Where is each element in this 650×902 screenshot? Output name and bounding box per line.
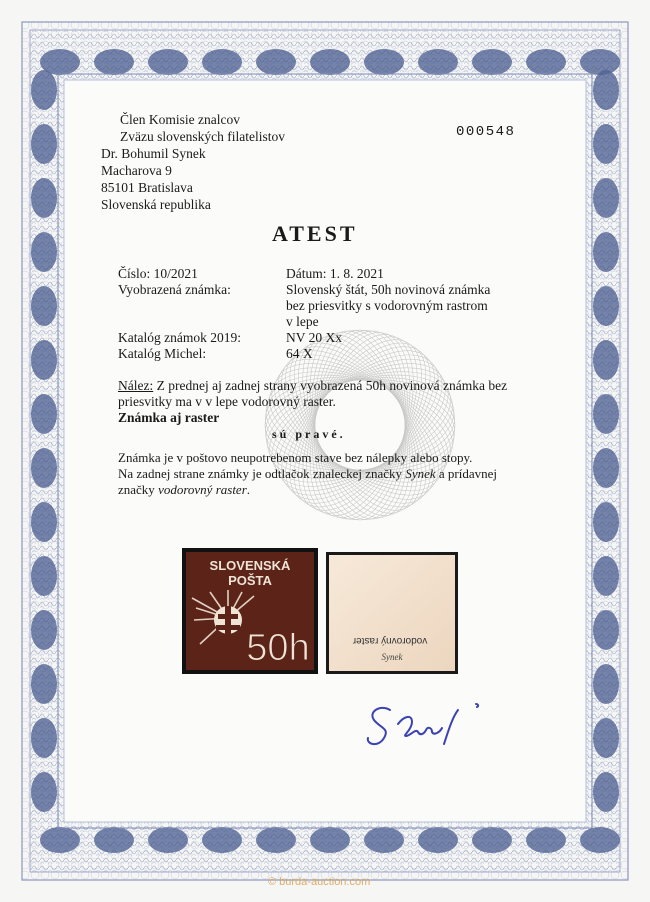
datum-field: Dátum: 1. 8. 2021 [286,266,384,281]
stamp-back-image [326,552,458,674]
vyobrazena-value-2: bez priesvitky s vodorovným rastrom [286,298,488,313]
condition-line-3 [118,482,250,498]
document-title: ATEST [272,221,358,246]
expert-street: Macharova 9 [101,163,172,178]
michel-label: Katalóg Michel: [118,346,207,361]
stamp-country-text: SLOVENSKÁ [209,558,291,573]
finding-subject: Známka aj raster [118,410,220,425]
cislo-field: Číslo: 10/2021 [118,266,198,281]
expert-signature [364,684,534,754]
expert-country: Slovenská republika [101,197,211,212]
condition-line-3-end: . [246,482,251,497]
finding-label: Nález: [118,378,154,393]
stamp-front-image [182,548,318,674]
finding-line-1 [118,378,507,394]
condition-line-2-text: Na zadnej strane známky je odtlačok znaleckej značky [118,466,406,481]
watermark: © burda-auction.com [268,876,371,888]
expert-city: 85101 Bratislava [101,180,193,195]
back-mark-text: vodorovný raster [352,635,428,646]
serial-number: 000548 [456,124,516,140]
raster-mark-text: vodorovný raster [158,482,247,497]
synek-mark-text: Synek [405,466,436,481]
condition-line-2 [118,466,497,482]
stamp-value-text: 50h [246,627,310,669]
certificate-body [64,80,586,822]
vyobrazena-value-3: v lepe [286,314,319,329]
condition-line-2-end: a prídavnej [435,466,497,481]
committee-line-1: Člen Komisie znalcov [120,112,240,127]
condition-line-3-text: značky [118,482,159,497]
condition-line-1: Známka je v poštovo neupotrebenom stave bez nálepky alebo stopy. [118,450,473,465]
vyobrazena-value-1: Slovenský štát, 50h novinová známka [286,282,491,297]
finding-text-2: priesvitky ma v v lepe vodorovný raster. [118,394,336,409]
michel-value: 64 X [286,346,313,361]
vyobrazena-label: Vyobrazená známka: [118,282,231,297]
back-expert-mark: Synek [381,652,403,662]
finding-text-1: Z prednej aj zadnej strany vyobrazená 50h novinová známka bez [153,378,508,393]
stamp-country2-text: POŠTA [228,573,272,588]
katalog-value: NV 20 Xx [286,330,343,345]
katalog-label: Katalóg známok 2019: [118,330,241,345]
finding-verdict: sú pravé. [272,427,346,441]
committee-line-2: Zväzu slovenských filatelistov [120,129,285,144]
expert-name: Dr. Bohumil Synek [101,146,206,161]
